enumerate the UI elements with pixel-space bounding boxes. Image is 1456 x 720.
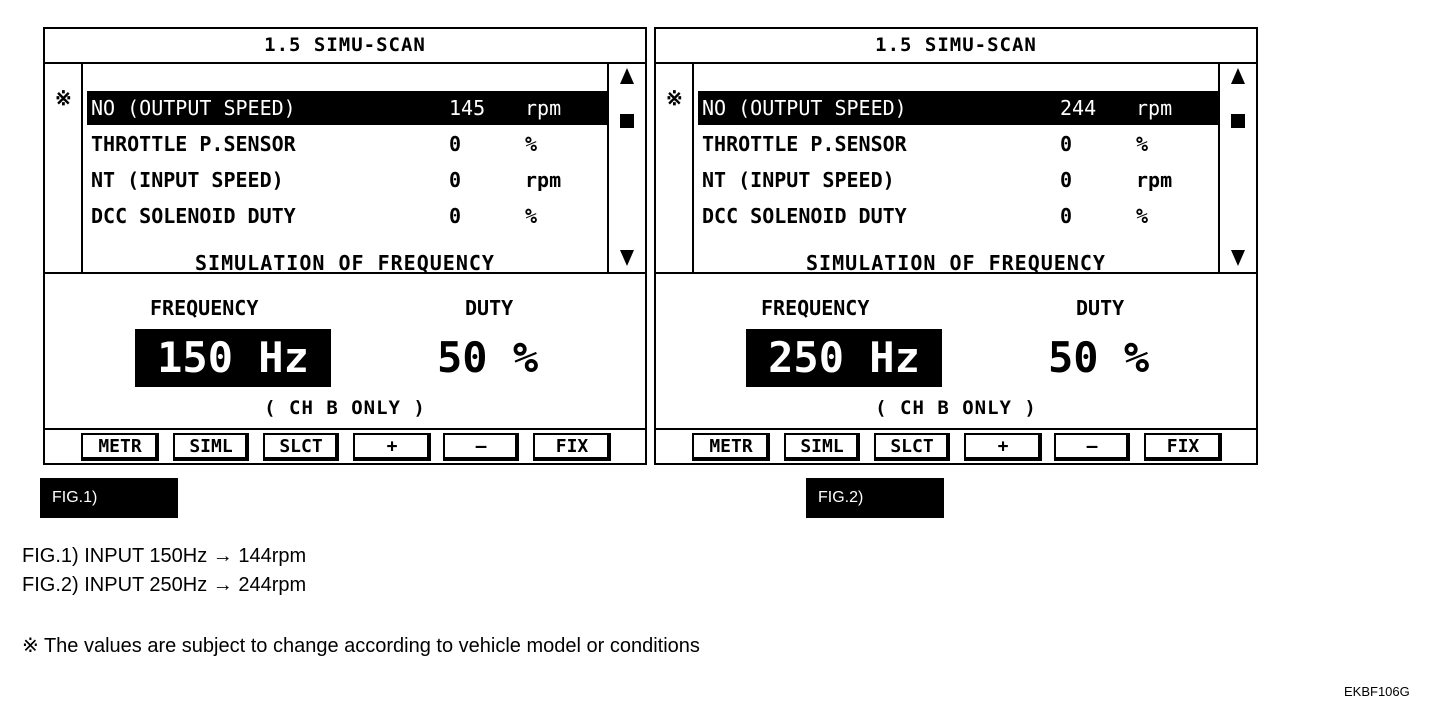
list-item-output-speed[interactable] — [698, 91, 1218, 125]
scroll-up-arrow-icon[interactable] — [620, 68, 634, 84]
duty-label: DUTY — [465, 296, 514, 320]
list-item-output-speed[interactable] — [87, 91, 607, 125]
disclaimer-note: ※ The values are subject to change according to vehicle model or conditions — [22, 635, 700, 657]
item-unit: rpm — [1136, 96, 1173, 120]
scrollbar[interactable] — [1218, 64, 1256, 272]
asterisk-marker-icon: ※ — [666, 86, 683, 110]
plus-key[interactable]: + — [353, 433, 431, 461]
fix-key[interactable]: FIX — [1144, 433, 1222, 461]
slct-key[interactable]: SLCT — [263, 433, 339, 461]
sensor-list — [656, 64, 1256, 274]
item-value: 0 — [449, 132, 462, 156]
slct-key[interactable]: SLCT — [874, 433, 950, 461]
list-item-input-speed[interactable] — [87, 163, 607, 197]
metr-key[interactable]: METR — [81, 433, 159, 461]
item-value: 145 — [449, 96, 486, 120]
marker-column — [656, 64, 694, 272]
siml-key[interactable]: SIML — [784, 433, 860, 461]
item-name: NT (INPUT SPEED) — [91, 168, 284, 192]
channel-note: ( CH B ONLY ) — [264, 397, 426, 419]
item-value: 0 — [1060, 204, 1073, 228]
caption-fig2: FIG.2) INPUT 250Hz → 244rpm — [22, 574, 307, 596]
function-key-bar — [656, 428, 1256, 465]
minus-key[interactable]: — — [1054, 433, 1130, 461]
scroll-up-arrow-icon[interactable] — [1231, 68, 1245, 84]
simulation-title: SIMULATION OF FREQUENCY — [195, 251, 495, 275]
duty-label: DUTY — [1076, 296, 1125, 320]
item-unit: % — [1136, 132, 1149, 156]
scan-screen-fig2 — [654, 27, 1258, 465]
item-name: NO (OUTPUT SPEED) — [91, 96, 296, 120]
scroll-thumb-icon[interactable] — [620, 114, 634, 128]
item-value: 0 — [1060, 132, 1073, 156]
item-unit: % — [1136, 204, 1149, 228]
channel-note: ( CH B ONLY ) — [875, 397, 1037, 419]
metr-key[interactable]: METR — [692, 433, 770, 461]
frequency-value-field[interactable]: 150 Hz — [135, 329, 331, 387]
list-item-dcc-solenoid-duty[interactable] — [698, 199, 1218, 233]
figure-code: EKBF106G — [1344, 684, 1410, 699]
item-name: NT (INPUT SPEED) — [702, 168, 895, 192]
fig2-label: FIG.2) — [806, 478, 944, 518]
function-key-bar — [45, 428, 645, 465]
list-item-throttle-sensor[interactable] — [87, 127, 607, 161]
screen-title: 1.5 SIMU-SCAN — [45, 29, 645, 64]
item-unit: % — [525, 132, 538, 156]
screen-title: 1.5 SIMU-SCAN — [656, 29, 1256, 64]
sensor-list — [45, 64, 645, 274]
fig1-label: FIG.1) — [40, 478, 178, 518]
item-unit: rpm — [1136, 168, 1173, 192]
item-unit: rpm — [525, 168, 562, 192]
asterisk-marker-icon: ※ — [55, 86, 72, 110]
list-item-input-speed[interactable] — [698, 163, 1218, 197]
frequency-label: FREQUENCY — [761, 296, 870, 320]
item-name: THROTTLE P.SENSOR — [91, 132, 296, 156]
item-value: 0 — [449, 168, 462, 192]
duty-value: 50 % — [437, 333, 539, 382]
frequency-value-field[interactable]: 250 Hz — [746, 329, 942, 387]
list-item-throttle-sensor[interactable] — [698, 127, 1218, 161]
fix-key[interactable]: FIX — [533, 433, 611, 461]
duty-value: 50 % — [1048, 333, 1150, 382]
frequency-label: FREQUENCY — [150, 296, 259, 320]
item-unit: % — [525, 204, 538, 228]
scan-screen-fig1 — [43, 27, 647, 465]
list-item-dcc-solenoid-duty[interactable] — [87, 199, 607, 233]
caption-fig1: FIG.1) INPUT 150Hz → 144rpm — [22, 545, 307, 567]
item-name: THROTTLE P.SENSOR — [702, 132, 907, 156]
scroll-thumb-icon[interactable] — [1231, 114, 1245, 128]
item-name: DCC SOLENOID DUTY — [702, 204, 907, 228]
item-value: 244 — [1060, 96, 1097, 120]
item-name: NO (OUTPUT SPEED) — [702, 96, 907, 120]
item-name: DCC SOLENOID DUTY — [91, 204, 296, 228]
item-value: 0 — [449, 204, 462, 228]
scrollbar[interactable] — [607, 64, 645, 272]
simulation-title: SIMULATION OF FREQUENCY — [806, 251, 1106, 275]
item-value: 0 — [1060, 168, 1073, 192]
siml-key[interactable]: SIML — [173, 433, 249, 461]
plus-key[interactable]: + — [964, 433, 1042, 461]
item-unit: rpm — [525, 96, 562, 120]
marker-column — [45, 64, 83, 272]
minus-key[interactable]: — — [443, 433, 519, 461]
